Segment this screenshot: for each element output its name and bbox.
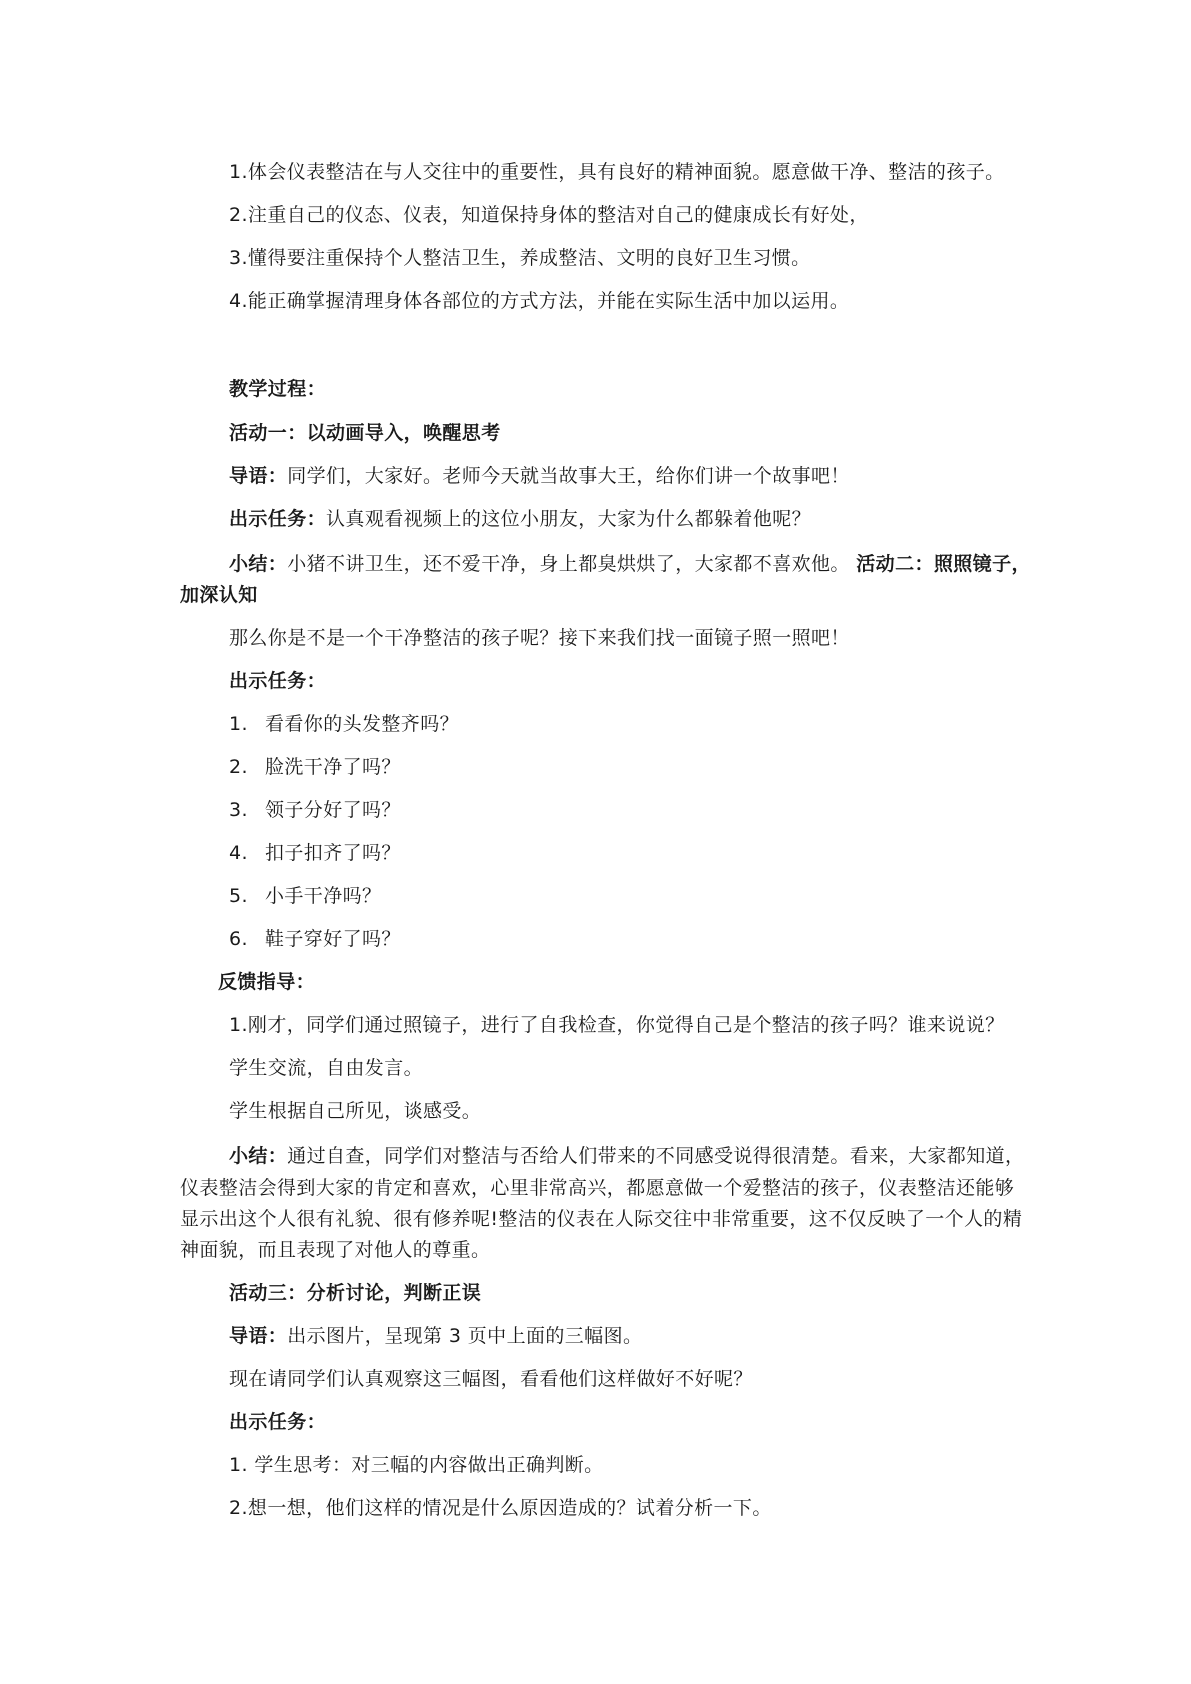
list-item: 4. 扣子扣齐了吗？ <box>229 842 401 864</box>
activity1-intro: 导语：同学们，大家好。老师今天就当故事大王，给你们讲一个故事吧！ <box>229 465 850 487</box>
list-item: 5. 小手干净吗？ <box>229 885 382 907</box>
activity2-summary: 小结：通过自查，同学们对整洁与否给人们带来的不同感受说得很清楚。看来，大家都知道， <box>229 1145 1025 1167</box>
activity2-intro: 那么你是不是一个干净整洁的孩子呢？接下来我们找一面镜子照一照吧！ <box>229 627 850 649</box>
feedback-label: 反馈指导： <box>218 971 316 993</box>
activity2-summary-line-4: 神面貌，而且表现了对他人的尊重。 <box>180 1239 491 1261</box>
process-heading: 教学过程： <box>229 378 327 400</box>
list-item: 3. 领子分好了吗？ <box>229 799 401 821</box>
activity3-title: 活动三：分析讨论，判断正误 <box>229 1282 482 1304</box>
objective-3: 3.懂得要注重保持个人整洁卫生，养成整洁、文明的良好卫生习惯。 <box>229 247 811 269</box>
activity2-title-cont: 加深认知 <box>180 584 258 606</box>
objective-1: 1.体会仪表整洁在与人交往中的重要性，具有良好的精神面貌。愿意做干净、整洁的孩子。 <box>229 161 1005 183</box>
activity1-summary: 小结：小猪不讲卫生，还不爱干净，身上都臭烘烘了，大家都不喜欢他。 活动二：照照镜子， <box>229 553 1031 575</box>
objective-2: 2.注重自己的仪态、仪表，知道保持身体的整洁对自己的健康成长有好处， <box>229 204 869 226</box>
list-item: 1. 看看你的头发整齐吗？ <box>229 713 460 735</box>
feedback-line-2: 学生交流，自由发言。 <box>229 1057 424 1079</box>
activity2-summary-line-3: 显示出这个人很有礼貌、很有修养呢!整洁的仪表在人际交往中非常重要，这不仅反映了一个人的精 <box>180 1208 1023 1230</box>
activity3-task-label: 出示任务： <box>229 1411 327 1433</box>
activity3-line2: 现在请同学们认真观察这三幅图，看看他们这样做好不好呢？ <box>229 1368 753 1390</box>
activity2-summary-line-2: 仪表整洁会得到大家的肯定和喜欢，心里非常高兴，都愿意做一个爱整洁的孩子，仪表整洁还能够 <box>180 1177 1015 1199</box>
feedback-line-3: 学生根据自己所见，谈感受。 <box>229 1100 482 1122</box>
activity2-title: 活动二：照照镜子， <box>856 553 1031 575</box>
list-item: 6. 鞋子穿好了吗？ <box>229 928 401 950</box>
activity3-task-2: 2.想一想，他们这样的情况是什么原因造成的？试着分析一下。 <box>229 1497 772 1519</box>
activity1-title: 活动一：以动画导入，唤醒思考 <box>229 422 501 444</box>
objective-4: 4.能正确掌握清理身体各部位的方式方法，并能在实际生活中加以运用。 <box>229 290 850 312</box>
activity2-task-label: 出示任务： <box>229 670 327 692</box>
feedback-line-1: 1.刚才，同学们通过照镜子，进行了自我检查，你觉得自己是个整洁的孩子吗？谁来说说？ <box>229 1014 1005 1036</box>
activity3-intro: 导语：出示图片，呈现第 3 页中上面的三幅图。 <box>229 1325 643 1347</box>
list-item: 2. 脸洗干净了吗？ <box>229 756 401 778</box>
activity1-task: 出示任务：认真观看视频上的这位小朋友，大家为什么都躲着他呢？ <box>229 508 812 530</box>
activity3-task-1: 1. 学生思考：对三幅的内容做出正确判断。 <box>229 1454 604 1476</box>
